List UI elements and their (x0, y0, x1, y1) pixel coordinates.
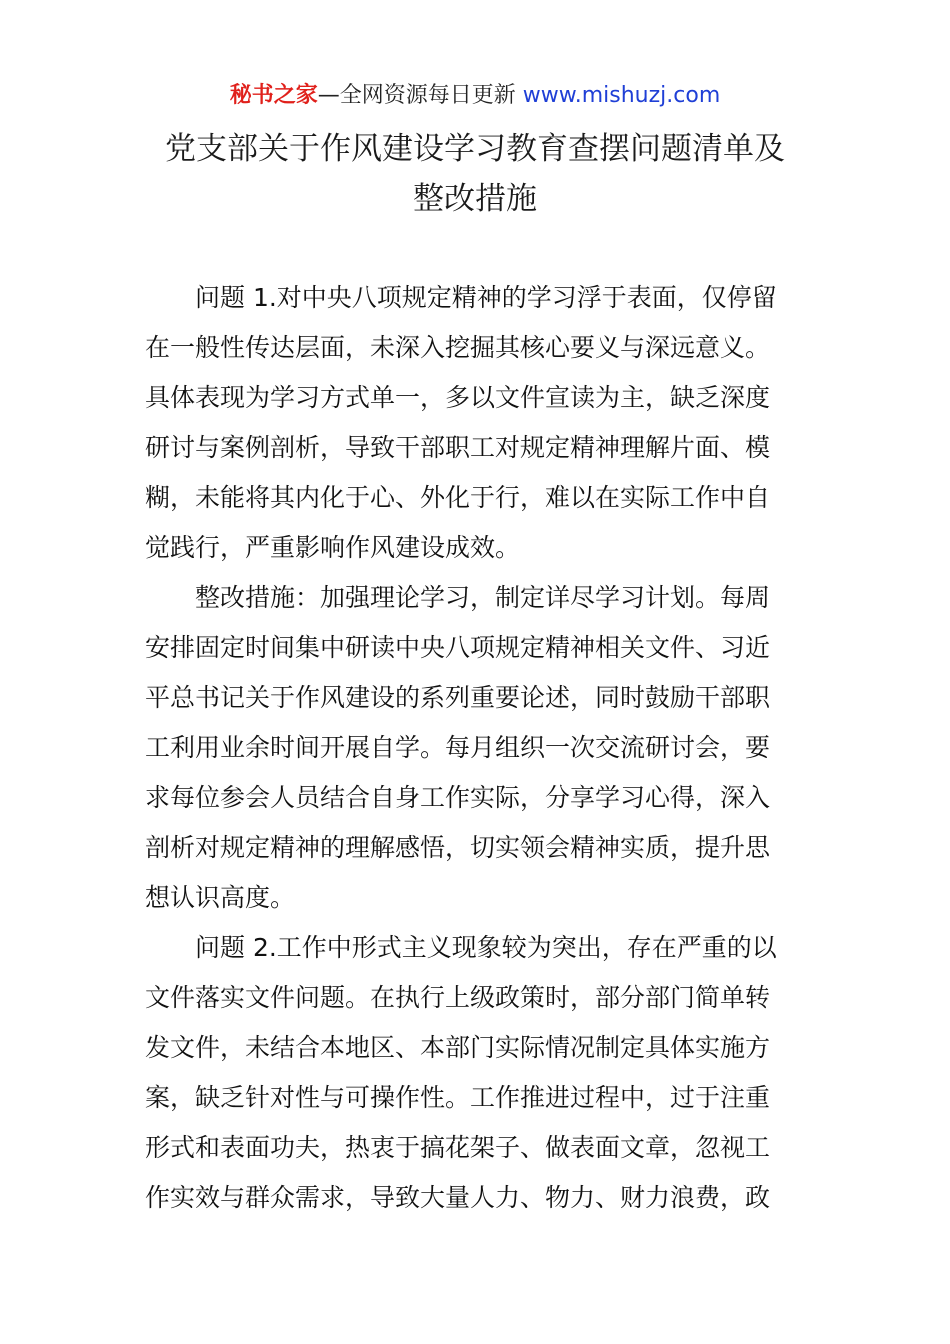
text-line: 糊，未能将其内化于心、外化于行，难以在实际工作中自 (145, 483, 771, 512)
site-url-link[interactable]: www.mishuzj.com (522, 83, 721, 108)
text-line: 发文件，未结合本地区、本部门实际情况制定具体实施方 (145, 1033, 771, 1062)
text-line: 剖析对规定精神的理解感悟，切实领会精神实质，提升思 (145, 833, 771, 862)
text-line: 觉践行，严重影响作风建设成效。 (145, 533, 521, 562)
text-line: 问题 2.工作中形式主义现象较为突出，存在严重的以 (195, 933, 777, 962)
text-line: 具体表现为学习方式单一，多以文件宣读为主，缺乏深度 (145, 383, 771, 412)
text-line: 案，缺乏针对性与可操作性。工作推进过程中，过于注重 (145, 1083, 771, 1112)
text-line: 安排固定时间集中研读中央八项规定精神相关文件、习近 (145, 633, 771, 662)
text-line: 平总书记关于作风建设的系列重要论述，同时鼓励干部职 (145, 683, 771, 712)
text-line: 问题 1.对中央八项规定精神的学习浮于表面，仅停留 (195, 283, 777, 312)
paragraph-rectification-1 (145, 573, 813, 923)
text-line: 作实效与群众需求，导致大量人力、物力、财力浪费，政 (145, 1183, 771, 1212)
text-line: 整改措施：加强理论学习，制定详尽学习计划。每周 (195, 583, 771, 612)
paragraph-problem-2 (145, 923, 813, 1223)
text-line: 形式和表面功夫，热衷于搞花架子、做表面文章，忽视工 (145, 1133, 771, 1162)
title-line: 整改措施 (413, 181, 537, 217)
text-line: 研讨与案例剖析，导致干部职工对规定精神理解片面、模 (145, 433, 771, 462)
document-title (130, 124, 820, 224)
text-line: 文件落实文件问题。在执行上级政策时，部分部门简单转 (145, 983, 771, 1012)
site-tagline: —全网资源每日更新 (317, 83, 523, 108)
text-line: 求每位参会人员结合自身工作实际，分享学习心得，深入 (145, 783, 771, 812)
paragraph-problem-1 (145, 273, 813, 573)
document-body (145, 273, 813, 1223)
site-brand: 秘书之家 (229, 83, 318, 108)
text-line: 想认识高度。 (145, 883, 296, 912)
site-header (0, 80, 950, 112)
text-line: 工利用业余时间开展自学。每月组织一次交流研讨会，要 (145, 733, 771, 762)
text-line: 在一般性传达层面，未深入挖掘其核心要义与深远意义。 (145, 333, 771, 362)
title-line: 党支部关于作风建设学习教育查摆问题清单及 (165, 131, 785, 167)
